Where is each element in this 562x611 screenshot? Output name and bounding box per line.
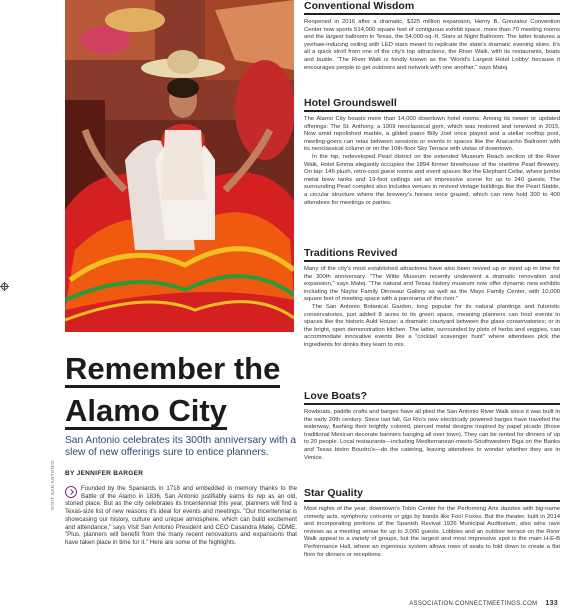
section-body [304,506,560,559]
folklorico-dancer-image [65,0,294,332]
title-line-2: Alamo City [65,393,227,428]
section-heading: Traditions Revived [304,247,560,262]
dancer-photo [65,0,294,332]
paragraph: Rowboats, paddle crafts and barges have all plied the San Antonio River Walk since it was built in the early 20th century. Since last fall, Go Rio's new electrically powered barges have traveled the waterway, flashing their brightly colored, pierced metal designs inspired by papel picado (those traditional Mexican decorate banners hanging all over town). They can be rented for dinners of up to 20 people. Local restaurants—including Mediterranean-meets-Southwestern Biga on the Banks and Texas bistro Boudro's—do the catering, leaving attendees to wonder whether they are in Venice. [304,409,560,461]
arrow-right-icon [65,486,77,498]
section-traditions-revived [304,247,560,350]
byline: BY JENNIFER BARGER [65,470,144,477]
section-star-quality [304,487,560,559]
section-body [304,266,560,350]
paragraph: Most nights of the year, downtown's Tobin Center for the Performing Arts dazzles with big-name comedy acts, symphony concerts or gigs by bands like Foo! Foxes. But the theater, built in 2014 and incorporating portions of the Spanish Revival 1926 Municipal Auditorium, also wins rave reviews as a meeting venue for up to 3,000 guests. Lobbies and an outdoor terrace on the River Walk appeal to a variety of groups, but the largest and most impressive spot is the main H-E-B Performance Hall, where an ingenious system allows rows of seats to fold down to create a flat floor for dinners or receptions. [304,506,560,558]
article-intro [65,485,297,547]
paragraph: The San Antonio Botanical Garden, long popular for its natural plantings and futuristic conservatories, just added 8 acres to its green space, meaning planners can host events in spaces like the historic Auld House; a dramatic courtyard between the glass conservatories; or in the bright, open demonstration kitchen. The latter, surrounded by plots of herbs and veggies, can accommodate innovative events like a "cocktail scavenger hunt" where attendees pick the ingredients for drinks they learn to mix. [304,303,560,348]
section-body [304,116,560,207]
intro-text: Founded by the Spaniards in 1718 and embedded in memory thanks to the Battle of the Alamo in 1836, San Antonio justifiably earns its rep as an old, storied place. But as the city celebrates its tricentennial this year, planners will find a Texas-size list of new reasons it's ideal for events and meetings. "Our tricentennial is showcasing our history, culture and unique atmosphere, which can build excitement and attendance," says Visit San Antonio President and CEO Casandra Matej, CDME. "Plus, planners will benefit from the many recent renovations and expansions that have taken place in time for it." Here are some of the highlights. [65,485,297,546]
section-conventional-wisdom [304,0,560,72]
section-love-boats [304,390,560,462]
paragraph: Reopened in 2016 after a dramatic, $325 million expansion, Henry B. Gonzalez Convention Center now sports 514,000 square feet of contiguous exhibit space, more than 70 meeting rooms and the largest ballroom in Texas, the 54,000-sq.-ft. Stars at Night Ballroom. The latter features a yeehaw-inducing ceiling with LED stars meant to replicate the state's dramatic evening skies. It's all a quick stroll from one of the city's top attractions, the River Walk, with its restaurants, boats and bustle. "The River Walk is fondly known as the 'World's Largest Hotel Lobby' because it encourages people to get outdoors and network with one another," says Matej. [304,19,560,71]
title-line-1: Remember the [65,351,281,386]
registration-mark-icon [1,283,8,290]
paragraph: In the hip, redeveloped Pearl district on the extended Museum Reach section of the River Walk, Hotel Emma elegantly occupies the 1894 former brewhouse of the onetime Pearl Brewery. On tap: 146 plush, retro-cool guest rooms and event spaces like the Elephant Cellar, where jumbo metal brew tanks and 19-foot ceilings set an impressive scene for up to 240 guests. The surrounding Pearl complex also includes venues in revived vintage buildings like the Pearl Stable, a circular structure where the brewery's horses once grazed, which can now hold 300 to 400 attendees for meetings or parties. [304,153,560,206]
section-heading: Star Quality [304,487,560,502]
section-hotel-groundswell [304,97,560,207]
section-heading: Hotel Groundswell [304,97,560,112]
article-subtitle: San Antonio celebrates its 300th anniversary with a slew of new offerings sure to entice planners. [65,435,297,458]
footer-site: ASSOCIATION.CONNECTMEETINGS.COM [409,601,538,607]
page-footer [409,600,558,607]
section-heading: Love Boats? [304,390,560,405]
paragraph: The Alamo City boasts more than 14,000 downtown hotel rooms. Among its newer or updated offerings: The St. Anthony, a 1909 neoclassical gem, which was restored and renewed in 2015. Now amid repolished marble, a gilded piano Billy Joel once played and a stellar rooftop pool, meeting-goers can relax between sessions or events in spaces like the Anacacho Ballroom with its neoclassical column or on the 10th-floor Sky Terrace with vistas of downtown. [304,116,560,153]
section-body [304,409,560,462]
section-heading: Conventional Wisdom [304,0,560,15]
section-body [304,19,560,72]
page-number: 133 [545,600,558,607]
photo-credit: VISIT SAN ANTONIO [50,460,55,510]
article-title [65,352,280,436]
paragraph: Many of the city's most established attractions have also been revved up or sized up in time for the 300th anniversary. "The Witte Museum recently underwent a dramatic renovation and expansion," says Matej. "The natural and Texas history museum now offer dynamic new exhibits including the Naylor Family Dinosaur Gallery as well as the Mays Family Center, with 10,000 square feet of meeting space with a panorama of the river." [304,266,560,303]
